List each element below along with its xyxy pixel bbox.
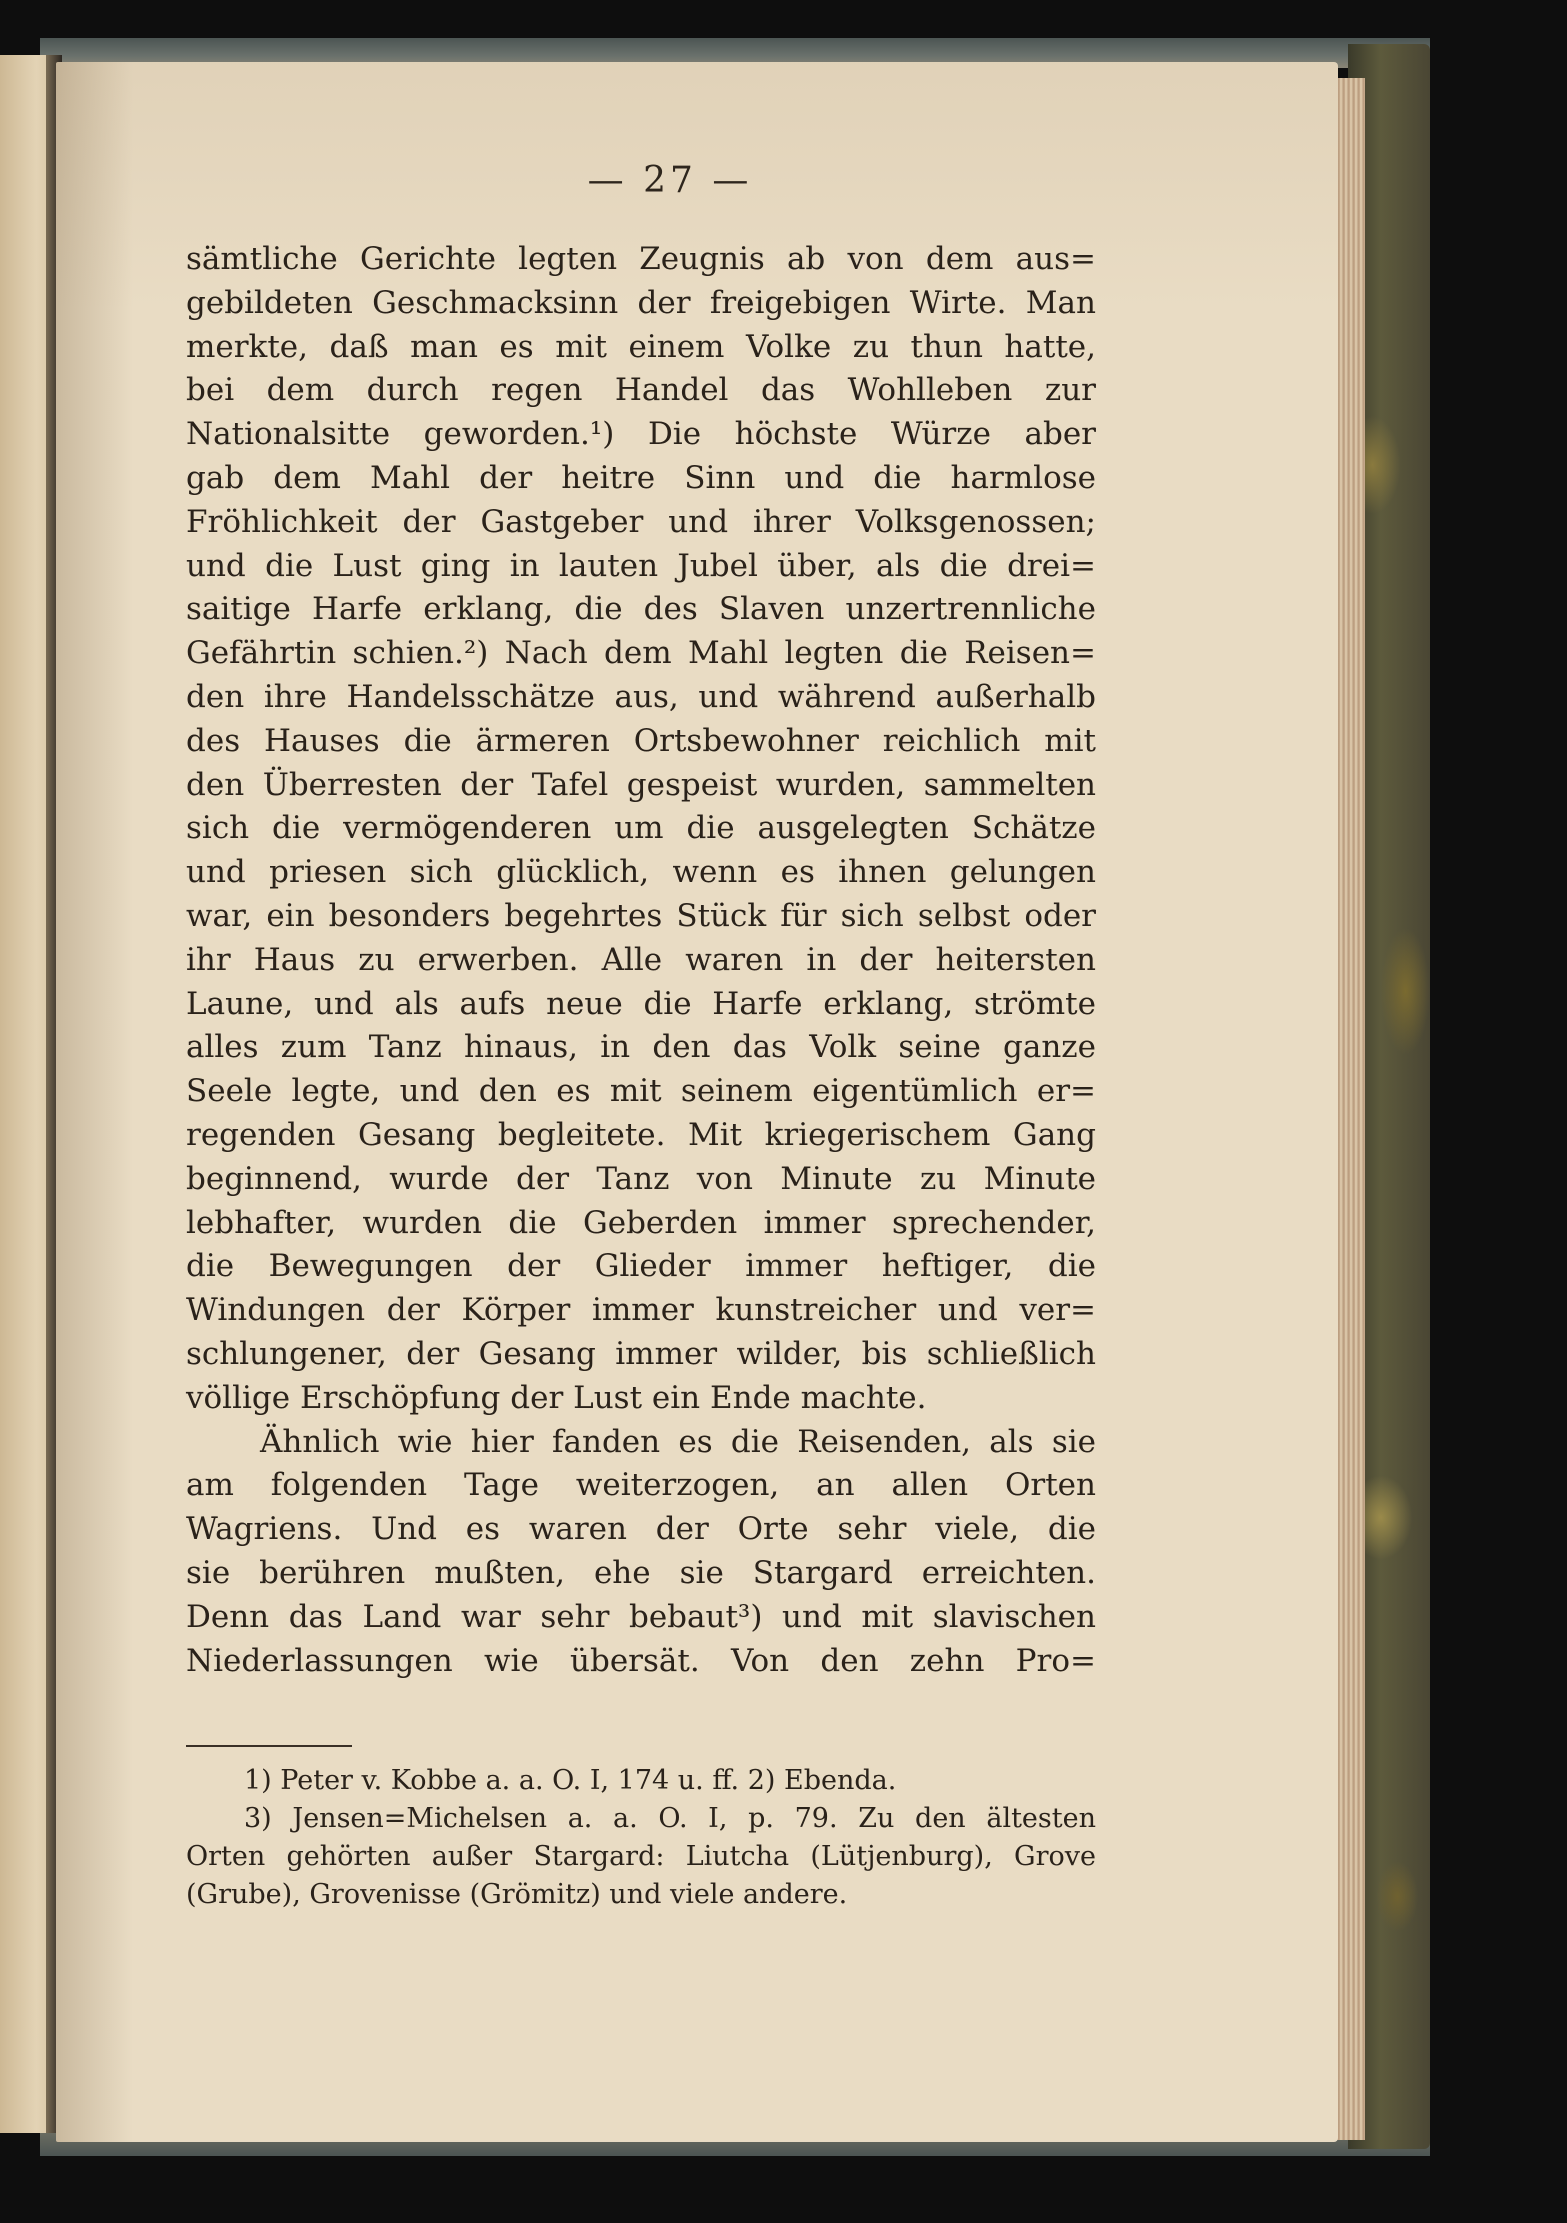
- footnotes: [186, 1762, 1096, 1914]
- text-line: sie berühren mußten, ehe sie Stargard erreichten.: [186, 1554, 1096, 1591]
- text-line: den Überresten der Tafel gespeist wurden, sammelten: [186, 766, 1096, 803]
- text-line: Fröhlichkeit der Gastgeber und ihrer Volksgenossen;: [186, 503, 1096, 540]
- text-line: merkte, daß man es mit einem Volke zu thun hatte,: [186, 328, 1096, 365]
- text-line: alles zum Tanz hinaus, in den das Volk seine ganze: [186, 1029, 1096, 1066]
- text-line: völlige Erschöpfung der Lust ein Ende machte.: [186, 1379, 927, 1416]
- text-line: Wagriens. Und es waren der Orte sehr viele, die: [186, 1511, 1096, 1548]
- text-line: den ihre Handelsschätze aus, und während außerhalb: [186, 678, 1096, 715]
- text-line: gebildeten Geschmacksinn der freigebigen Wirte. Man: [186, 284, 1096, 321]
- facing-page-edge: [0, 55, 52, 2133]
- text-line: und priesen sich glücklich, wenn es ihnen gelungen: [186, 854, 1096, 891]
- text-line: und die Lust ging in lauten Jubel über, als die drei=: [186, 547, 1096, 584]
- text-line: war, ein besonders begehrtes Stück für sich selbst oder: [186, 897, 1096, 934]
- footnote-line: Orten gehörten außer Stargard: Liutcha (Lütjenburg), Grove: [186, 1841, 1096, 1872]
- footnote-line: 1) Peter v. Kobbe a. a. O. I, 174 u. ff. 2) Ebenda.: [244, 1765, 897, 1796]
- text-line: ihr Haus zu erwerben. Alle waren in der heitersten: [186, 941, 1096, 978]
- text-line: schlungener, der Gesang immer wilder, bis schließlich: [186, 1335, 1096, 1372]
- text-line: gab dem Mahl der heitre Sinn und die harmlose: [186, 459, 1096, 496]
- text-line: beginnend, wurde der Tanz von Minute zu Minute: [186, 1160, 1096, 1197]
- text-line: bei dem durch regen Handel das Wohlleben zur: [186, 372, 1096, 409]
- body-text: [186, 238, 1096, 1683]
- text-line: Denn das Land war sehr bebaut³) und mit slavischen: [186, 1598, 1096, 1635]
- text-line: Niederlassungen wie übersät. Von den zehn Pro=: [186, 1642, 1096, 1679]
- text-line: Gefährtin schien.²) Nach dem Mahl legten die Reisen=: [186, 635, 1096, 672]
- page-number: — 27 —: [587, 160, 753, 201]
- text-line: Ähnlich wie hier fanden es die Reisenden, als sie: [260, 1423, 1096, 1460]
- text-line: die Bewegungen der Glieder immer heftiger, die: [186, 1248, 1096, 1285]
- footnote-line: (Grube), Grovenisse (Grömitz) und viele andere.: [186, 1879, 848, 1910]
- footnote-separator: [186, 1745, 352, 1747]
- text-line: regenden Gesang begleitete. Mit kriegerischem Gang: [186, 1116, 1096, 1153]
- footnote-line: 3) Jensen=Michelsen a. a. O. I, p. 79. Zu den ältesten: [244, 1803, 1096, 1834]
- text-line: lebhafter, wurden die Geberden immer sprechender,: [186, 1204, 1096, 1241]
- text-line: Seele legte, und den es mit seinem eigentümlich er=: [186, 1073, 1096, 1110]
- text-line: Windungen der Körper immer kunstreicher und ver=: [186, 1292, 1096, 1329]
- text-line: am folgenden Tage weiterzogen, an allen Orten: [186, 1467, 1096, 1504]
- text-line: des Hauses die ärmeren Ortsbewohner reichlich mit: [186, 722, 1096, 759]
- text-line: Laune, und als aufs neue die Harfe erklang, strömte: [186, 985, 1096, 1022]
- text-line: saitige Harfe erklang, die des Slaven unzertrennliche: [186, 591, 1096, 628]
- text-line: sich die vermögenderen um die ausgelegten Schätze: [186, 810, 1096, 847]
- text-line: Nationalsitte geworden.¹) Die höchste Würze aber: [186, 416, 1096, 453]
- text-line: sämtliche Gerichte legten Zeugnis ab von dem aus=: [186, 241, 1096, 277]
